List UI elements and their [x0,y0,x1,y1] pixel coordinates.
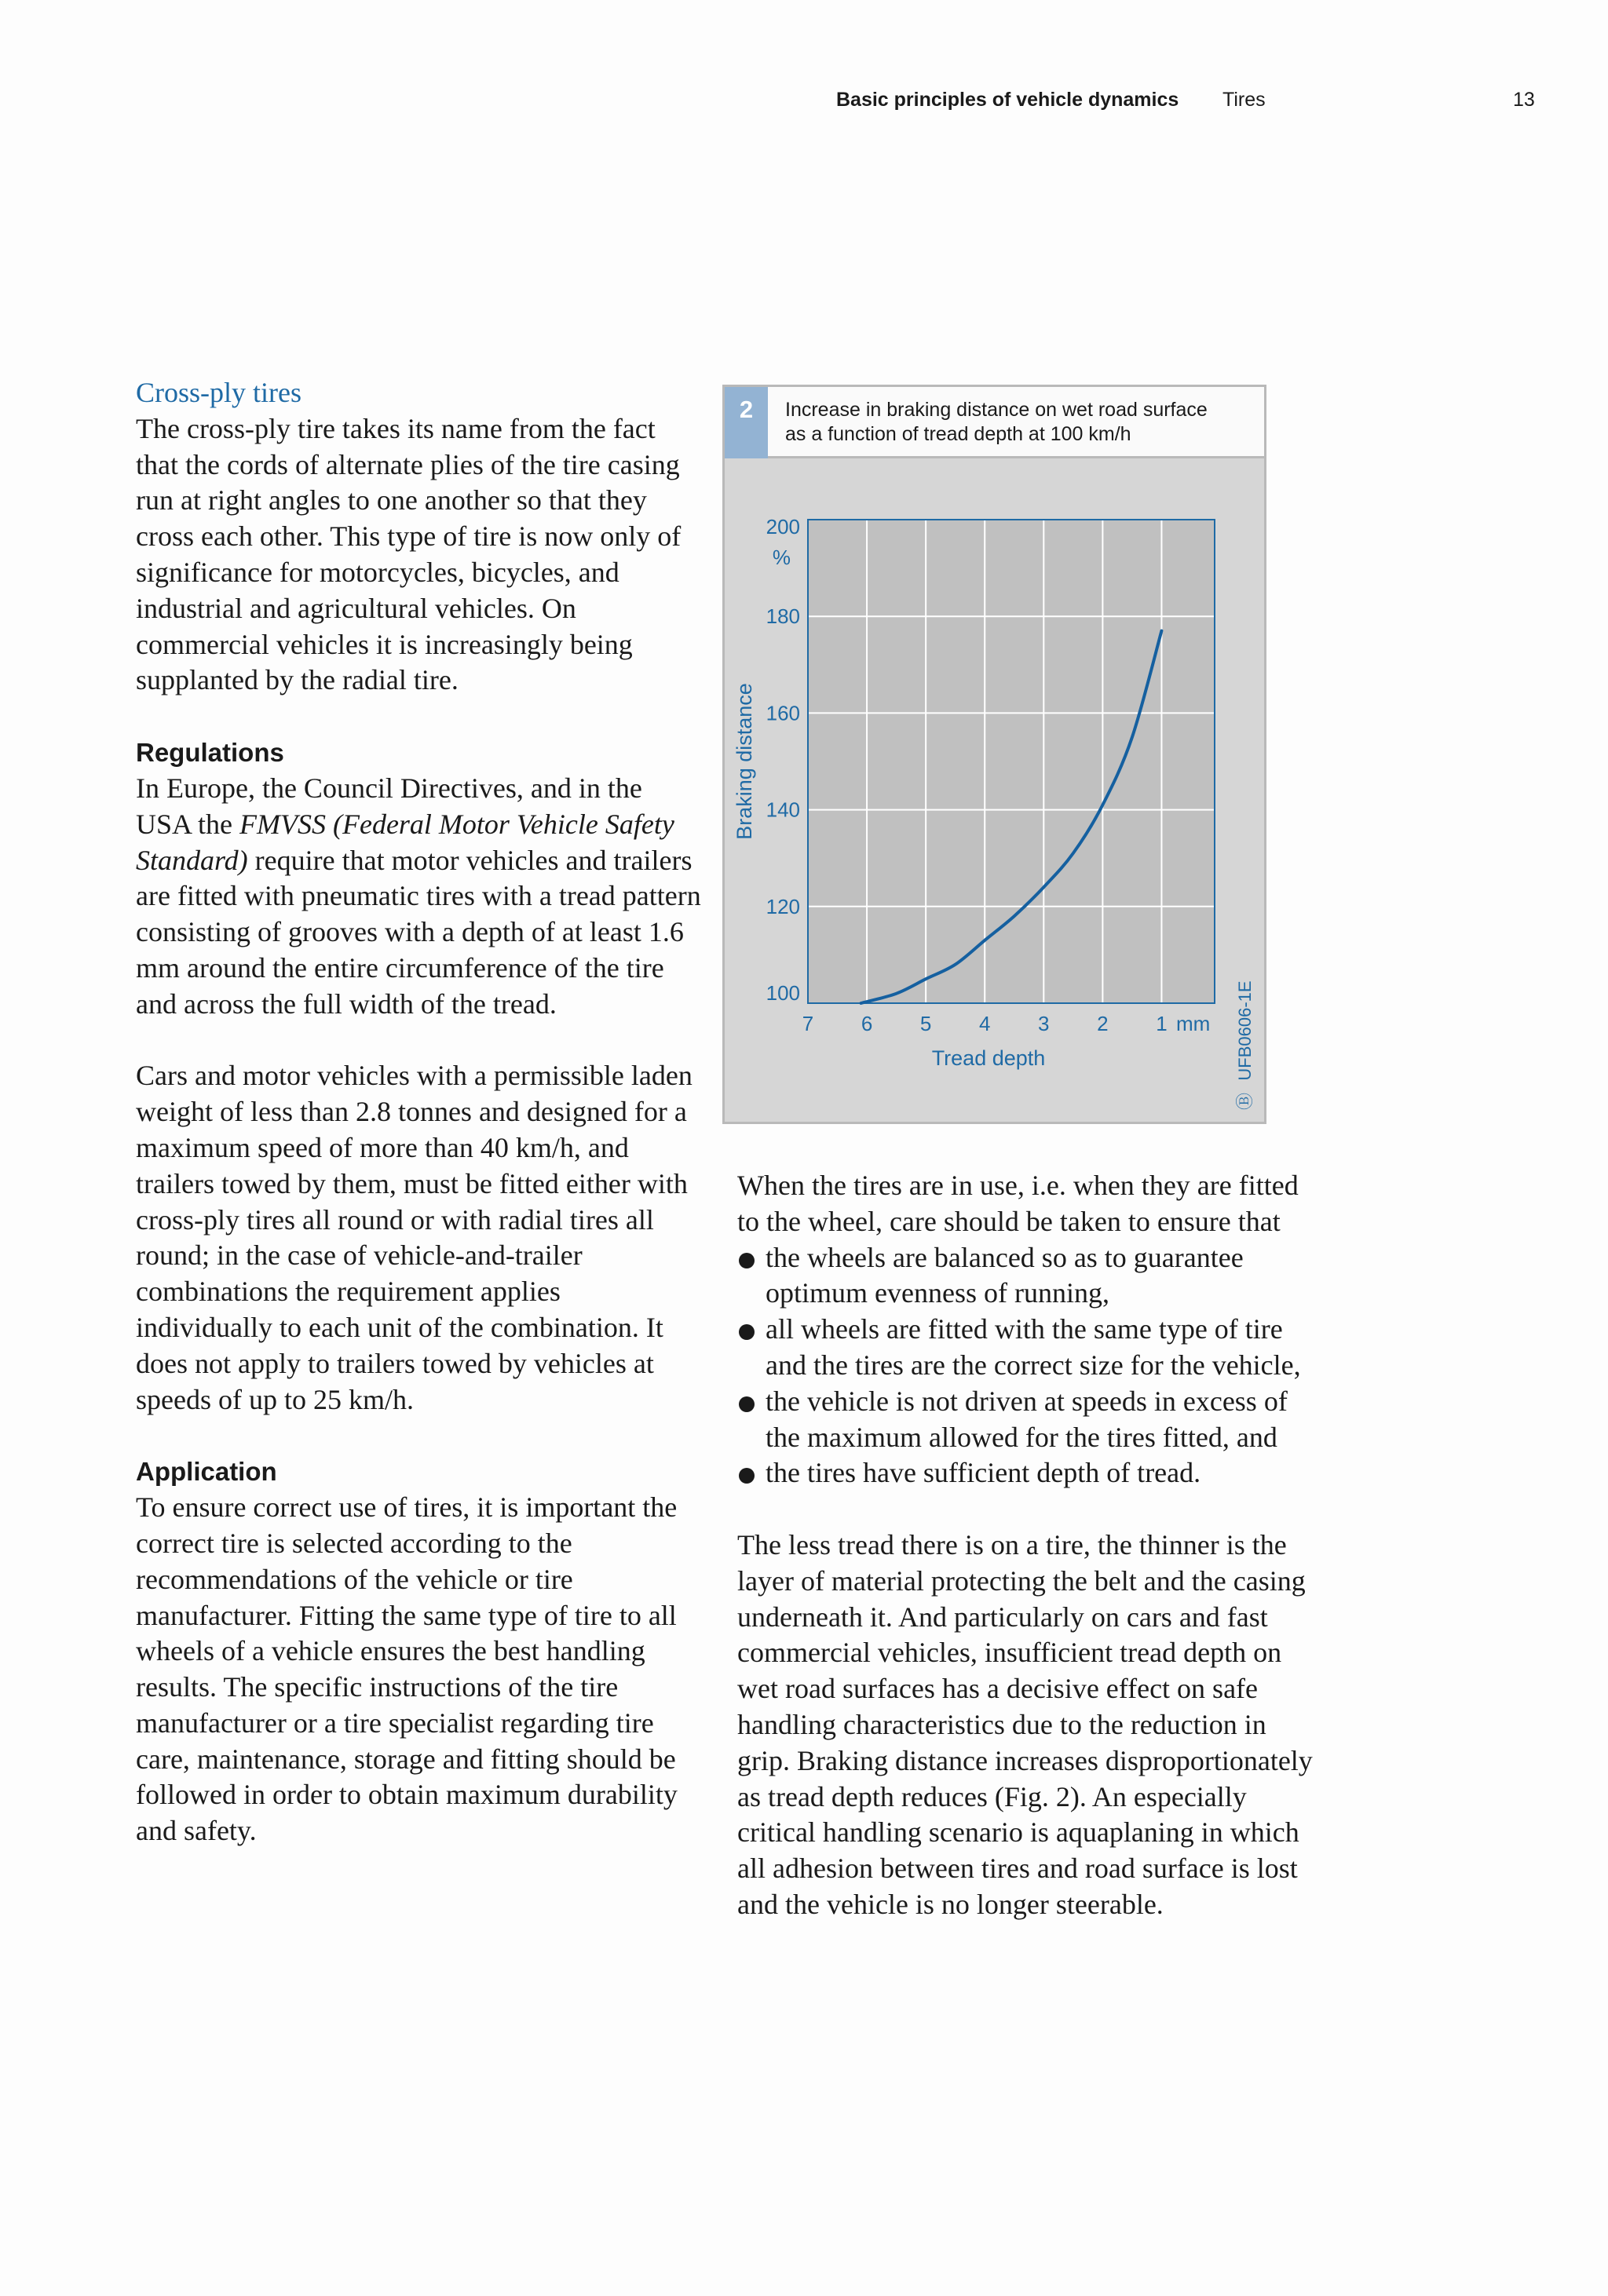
x-tick-label: 4 [978,1012,991,1035]
list-item: all wheels are fitted with the same type of tire and the tires are the correct size for the vehicle, [737,1312,1318,1384]
figure-code: UFB0606-1E [1235,980,1255,1081]
list-item: the wheels are balanced so as to guarantee optimum evenness of running, [737,1240,1318,1312]
regulations-paragraph [136,771,701,1023]
x-tick-labels [802,1012,1168,1035]
application-heading: Application [136,1457,277,1487]
y-tick-label: 100 [766,981,800,1005]
copyright-icon: Ⓑ [1235,1092,1255,1111]
figure-2 [722,385,1266,1124]
tread-paragraph: The less tread there is on a tire, the thinner is the layer of material protecting the belt and the casing underneath it. And particularly on cars and fast commercial vehicles, insufficient tread depth on wet road surfaces has a decisive effect on safe handling characteristics due to the reduction in grip. Braking distance increases disproportionately as tread depth reduces (Fig. 2). An especially critical handling scenario is aquaplaning in which all adhesion between tires and road surface is lost and the vehicle is no longer steerable. [737,1528,1313,1920]
x-tick-label: 3 [1038,1012,1050,1035]
application-paragraph: To ensure correct use of tires, it is important the correct tire is selected according to the recommendations of the vehicle or tire manufacturer. Fitting the same type of tire to all wheels of a vehicle ensures the best handling results. The specific instructions of the tire manufacturer or a tire specialist regarding tire care, maintenance, storage and fitting should be followed in order to obtain maximum durability and safety. [136,1491,678,1847]
figure-number: 2 [725,387,768,458]
cars-paragraph: Cars and motor vehicles with a permissible laden weight of less than 2.8 tonnes and designed for a maximum speed of more than 40 km/h, and trailers towed by them, must be fitted either with cross-ply tires all round or with radial tires all round; in the case of vehicle-and-trailer combinations the requirement applies individually to each unit of the combination. It does not apply to trailers towed by vehicles at speeds of up to 25 km/h. [136,1060,693,1415]
regulations-heading: Regulations [136,738,284,768]
x-tick-label: 1 [1156,1012,1168,1035]
y-tick-label: 140 [766,798,800,822]
regulations-text-start: In Europe, the Council Directives, and in the USA the [136,772,642,840]
y-tick-label: 160 [766,701,800,725]
crossply-paragraph: The cross-ply tire takes its name from the fact that the cords of alternate plies of the tire casing run at right angles to one another so that they cross each other. This type of tire is now only of significance for motorcycles, bicycles, and industrial and agricultural vehicles. On commercial vehicles it is increasingly being supplanted by the radial tire. [136,412,682,696]
y-tick-label: 200 [766,515,800,538]
page-header [0,89,1608,120]
x-tick-label: 7 [802,1012,814,1035]
left-column [136,375,701,1849]
y-tick-label: 180 [766,604,800,629]
x-tick-label: 5 [919,1012,932,1035]
header-chapter-title: Tires [1222,89,1266,111]
figure-caption-line-1: Increase in braking distance on wet road surface [785,399,1208,421]
braking-distance-chart [725,387,1264,1122]
x-tick-label: 2 [1097,1012,1109,1035]
y-unit-label: % [772,546,791,569]
y-tick-label: 120 [766,894,800,918]
fmvss-italic: FMVSS (Federal Motor Vehicle Safety Standard) [136,808,674,876]
list-item: the vehicle is not driven at speeds in excess of the maximum allowed for the tires fitted, and [737,1384,1318,1456]
figure-caption-line-2: as a function of tread depth at 100 km/h [785,423,1131,445]
crossply-heading: Cross-ply tires [136,377,302,408]
x-unit-label: mm [1176,1012,1211,1035]
plot-area [808,520,1215,1003]
list-item: the tires have sufficient depth of tread. [737,1455,1318,1491]
bullet-list [737,1240,1318,1492]
x-axis-title: Tread depth [931,1046,1046,1070]
x-tick-label: 6 [861,1012,873,1035]
regulations-text-end: require that motor vehicles and trailers are fitted with pneumatic tires with a tread pattern consisting of grooves with a depth of at least 1.6 mm around the entire circumference of the tire and across the full width of the tread. [136,844,701,1020]
y-axis-title: Braking distance [733,683,756,840]
y-tick-labels [766,515,800,1005]
right-column [737,1168,1318,1923]
header-section-title: Basic principles of vehicle dynamics [836,89,1179,111]
intro-paragraph: When the tires are in use, i.e. when they are fitted to the wheel, care should be taken to ensure that [737,1170,1299,1237]
page-number: 13 [1513,89,1535,111]
